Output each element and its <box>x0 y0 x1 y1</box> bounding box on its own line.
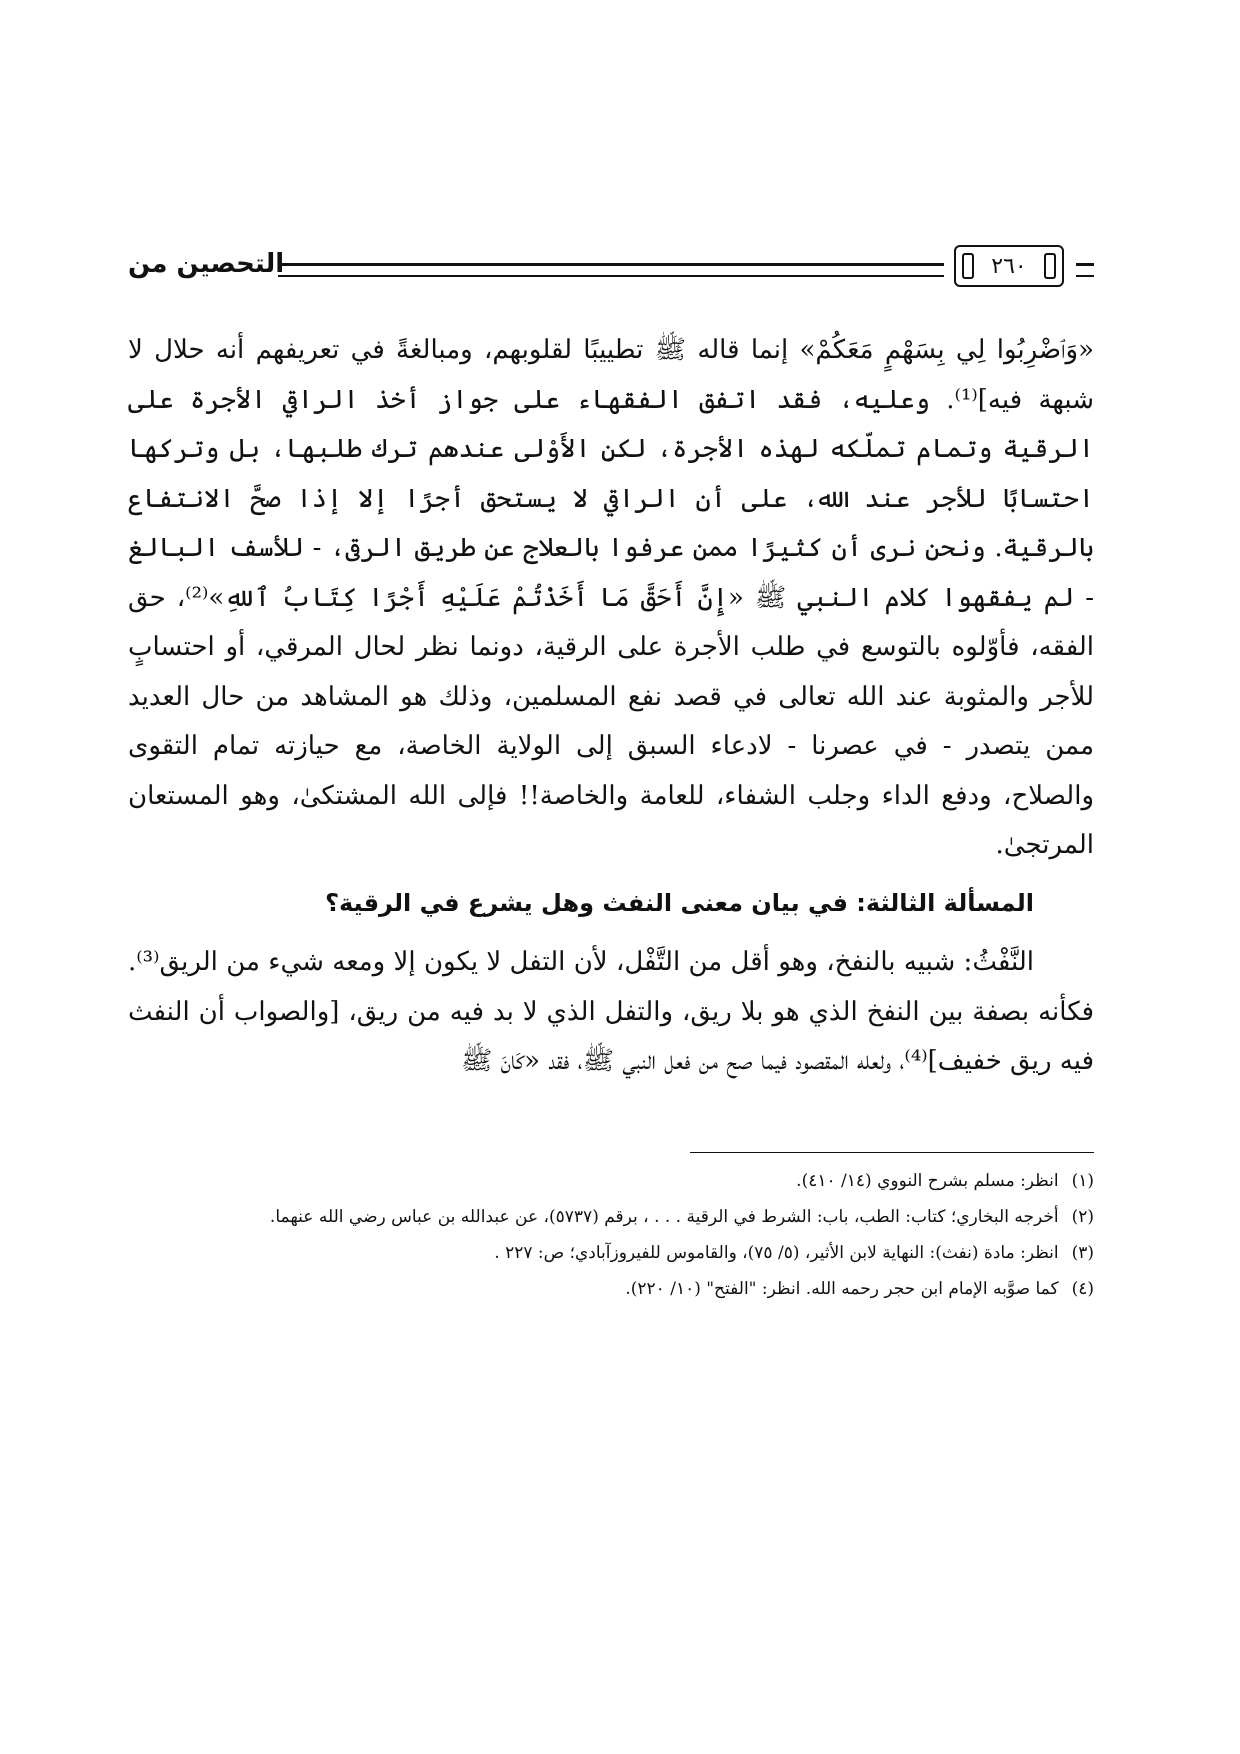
main-text <box>128 326 1094 1087</box>
body-paragraph-2: النَّفْثُ: شبيه بالنفخ، وهو أقل من التَّفْل، لأن التفل لا يكون إلا ومعه شيء من الريق⁽³⁾. فكأنه بصفة بين النفخ الذي هو بلا ريق، والتفل الذي لا بد فيه من ريق، [والصواب أن النفث فيه ريق خفيف]⁽⁴⁾، ولعله المقصود فيما صح من فعل النبي ﷺ، فقد «كَانَ ﷺ <box>128 947 1094 1076</box>
footnote-3 <box>128 1237 1094 1269</box>
footnote-text: انظر: مادة (نفث): النهاية لابن الأثير، (٥/ ٧٥)، والقاموس للفيروزآبادي؛ ص: ٢٢٧ . <box>494 1243 1059 1263</box>
header-rule-end <box>1076 263 1094 277</box>
footnote-number: (٣) <box>1071 1243 1094 1263</box>
footnote-divider <box>690 1152 1094 1153</box>
page-number: ٢٦٠ <box>954 245 1064 287</box>
footnote-text: انظر: مسلم بشرح النووي (١٤/ ٤١٠). <box>796 1171 1059 1191</box>
footnote-4 <box>128 1273 1094 1305</box>
footnote-number: (٢) <box>1071 1207 1094 1227</box>
footnote-2 <box>128 1201 1094 1233</box>
header-rule <box>278 263 944 277</box>
body-paragraph-1: «وَٱضْرِبُوا لِي بِسَهْمٍ مَعَكُمْ» إنما قاله ﷺ تطييبًا لقلوبهم، ومبالغةً في تعريفهم أنه حلال لا شبهة فيه]⁽¹⁾. وعليه، فقد اتفق الفقهاء على جواز أخذ الراقي الأجرة على الرقية وتمام تملّكه لهذه الأجرة، لكنِ الأَوْلى عندهم ترك طلبها، بل وتركها احتسابًا للأجر عند الله، على أن الراقي لا يستحق أجرًا إلا إذا صحَّ الانتفاع بالرقية. ونحن نرى أن كثيرًا ممن عرفوا بالعلاج عن طريق الرقى، - للأسف البالغ - لم يفقهوا كلام النبي ﷺ «إِنَّ أَحَقَّ مَا أَخَذْتُمْ عَلَيْهِ أَجْرًا كِتَابُ ٱللهِ»⁽²⁾، حق الفقه، فأوّلوه بالتوسع في طلب الأجرة على الرقية، دونما نظر لحال المرقي، أو احتسابٍ للأجر والمثوبة عند الله تعالى في قصد نفع المسلمين، وذلك هو المشاهد من حال العديد ممن يتصدر - في عصرنا - لادعاء السبق إلى الولاية الخاصة، مع حيازته تمام التقوى والصلاح، ودفع الداء وجلب الشفاء، للعامة والخاصة!! فإلى الله المشتكىٰ، وهو المستعان المرتجىٰ. <box>128 335 1095 860</box>
section-heading: المسألة الثالثة: في بيان معنى النفث وهل يشرع في الرقية؟ <box>325 888 1034 917</box>
footnote-number: (١) <box>1071 1171 1094 1191</box>
footnote-1 <box>128 1165 1094 1197</box>
running-title: التحصين من <box>128 249 285 279</box>
footnote-text: كما صوَّبه الإمام ابن حجر رحمه الله. انظر: "الفتح" (١٠/ ٢٢٠). <box>625 1279 1059 1299</box>
footnote-text: أخرجه البخاري؛ كتاب: الطب، باب: الشرط في الرقية . . . ، برقم (٥٧٣٧)، عن عبدالله بن عباس رضي الله عنهما. <box>269 1207 1059 1227</box>
page-header <box>128 243 1094 293</box>
footnotes <box>128 1165 1094 1309</box>
footnote-number: (٤) <box>1071 1279 1094 1299</box>
